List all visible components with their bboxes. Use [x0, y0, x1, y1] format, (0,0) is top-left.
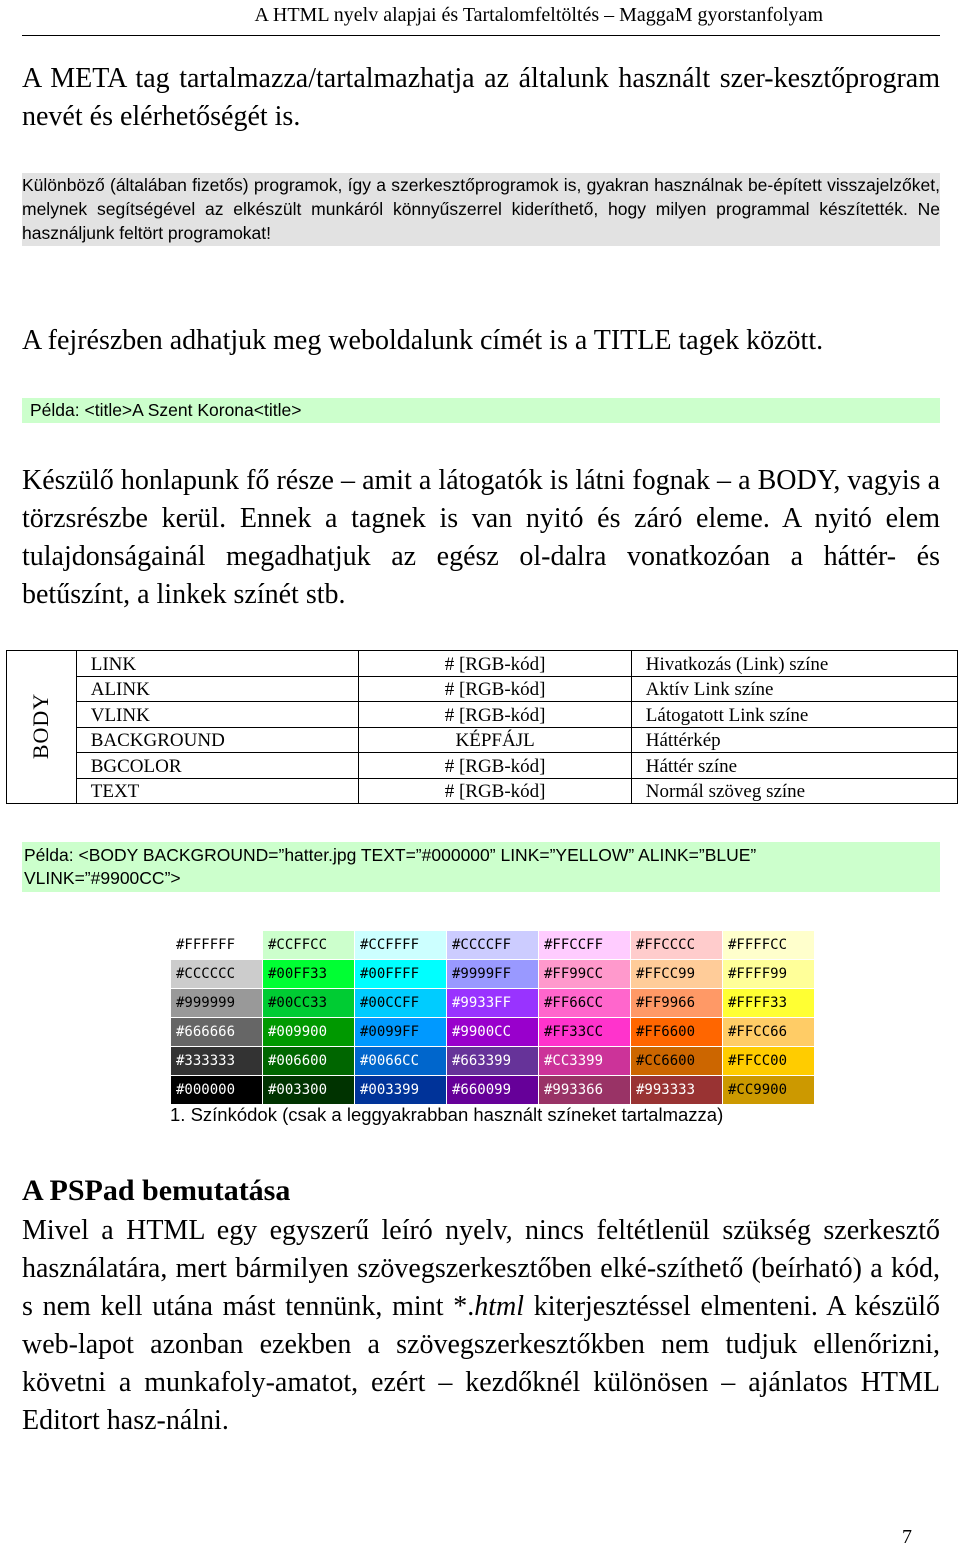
attr-value: # [RGB-kód]	[359, 753, 631, 779]
attr-description: Hivatkozás (Link) színe	[631, 651, 957, 677]
attr-description: Látogatott Link színe	[631, 702, 957, 728]
attr-name: ALINK	[76, 676, 359, 702]
color-swatch: #993366	[539, 1076, 631, 1105]
color-palette-table	[170, 930, 815, 1105]
title-example-text: Példa: <title>A Szent Korona<title>	[30, 400, 302, 420]
color-swatch: #333333	[171, 1047, 263, 1076]
title-paragraph: A fejrészben adhatjuk meg weboldalunk címét is a TITLE tagek között.	[22, 325, 824, 356]
color-swatch: #CCFFCC	[263, 931, 355, 960]
color-swatch: #CCCCCC	[171, 960, 263, 989]
color-swatch: #660099	[447, 1076, 539, 1105]
color-swatch: #0099FF	[355, 1018, 447, 1047]
body-example-line1: Példa: <BODY BACKGROUND=”hatter.jpg TEXT=”#000000” LINK=”YELLOW” ALINK=”BLUE”	[24, 845, 757, 865]
palette-row	[171, 989, 815, 1018]
color-swatch: #9999FF	[447, 960, 539, 989]
pspad-text-1: Mivel a HTML egy egyszerű leíró nyelv, nincs feltétlenül szükség szerkesztő használatára, mert bármilyen szövegszerkesztőben elké-szíthető (beírható) a kód, s nem kell utána mást tennünk, mint *.	[22, 1215, 940, 1322]
color-swatch: #00FF33	[263, 960, 355, 989]
color-swatch: #993333	[631, 1076, 723, 1105]
color-swatch: #FFFF99	[723, 960, 815, 989]
attr-value: # [RGB-kód]	[359, 778, 631, 804]
attr-description: Normál szöveg színe	[631, 778, 957, 804]
color-swatch: #CC9900	[723, 1076, 815, 1105]
attr-name: BGCOLOR	[76, 753, 359, 779]
color-swatch: #FF6600	[631, 1018, 723, 1047]
color-swatch: #FF99CC	[539, 960, 631, 989]
pspad-paragraph	[22, 1212, 940, 1440]
attr-name: BACKGROUND	[76, 727, 359, 753]
color-swatch: #FF66CC	[539, 989, 631, 1018]
color-swatch: #FFFF33	[723, 989, 815, 1018]
color-swatch: #00CCFF	[355, 989, 447, 1018]
color-swatch: #FF33CC	[539, 1018, 631, 1047]
attr-row	[7, 753, 958, 779]
body-example	[22, 842, 940, 892]
color-swatch: #FFCCFF	[539, 931, 631, 960]
attr-value: # [RGB-kód]	[359, 702, 631, 728]
palette-caption: 1. Színkódok (csak a leggyakrabban használt színeket tartalmazza)	[170, 1104, 724, 1125]
attr-name: LINK	[76, 651, 359, 677]
attr-value: # [RGB-kód]	[359, 651, 631, 677]
color-swatch: #FFFFCC	[723, 931, 815, 960]
attr-description: Háttérkép	[631, 727, 957, 753]
body-attribute-table	[6, 650, 958, 804]
attr-row	[7, 702, 958, 728]
body-side-label-cell	[7, 651, 77, 804]
page-number: 7	[902, 1526, 912, 1548]
color-swatch: #003399	[355, 1076, 447, 1105]
color-swatch: #FFCC66	[723, 1018, 815, 1047]
meta-paragraph: A META tag tartalmazza/tartalmazhatja az általunk használt szer-kesztőprogram nevét és elérhetőségét is.	[22, 63, 940, 132]
pspad-text-2: kiterjesztéssel elmenteni. A készülő web-lapot azonban ezekben a szövegszerkesztőkben nem tudjuk ellenőrizni, követni a munkafoly-amatot, ezért – kezdőknél különösen – ajánlatos HTML Editort hasz-nálni.	[22, 1291, 940, 1436]
attr-row	[7, 676, 958, 702]
title-example	[22, 398, 940, 423]
color-swatch: #009900	[263, 1018, 355, 1047]
color-swatch: #666666	[171, 1018, 263, 1047]
attr-row	[7, 778, 958, 804]
color-swatch: #CCCCFF	[447, 931, 539, 960]
note-box	[22, 173, 940, 246]
color-swatch: #00CC33	[263, 989, 355, 1018]
body-paragraph: Készülő honlapunk fő része – amit a látogatók is látni fognak – a BODY, vagyis a törzsrészbe kerül. Ennek a tagnek is van nyitó és záró eleme. A nyitó elem tulajdonságainál megadhatjuk az egész ol-dalra vonatkozóan a háttér- és betűszínt, a linkek színét stb.	[22, 465, 940, 610]
color-swatch: #006600	[263, 1047, 355, 1076]
pspad-heading: A PSPad bemutatása	[22, 1174, 291, 1207]
note-text: Különböző (általában fizetős) programok, így a szerkesztőprogramok is, gyakran használnak be-épített visszajelzőket, melynek segítségével az elkészült munkáról könnyűszerrel kideríthető, hogy milyen programmal készítették. Ne használjunk feltört programokat!	[22, 175, 940, 243]
color-swatch: #FFCC99	[631, 960, 723, 989]
color-swatch: #CC6600	[631, 1047, 723, 1076]
palette-row	[171, 1018, 815, 1047]
attr-description: Aktív Link színe	[631, 676, 957, 702]
color-swatch: #003300	[263, 1076, 355, 1105]
attr-value: # [RGB-kód]	[359, 676, 631, 702]
attr-description: Háttér színe	[631, 753, 957, 779]
palette-row	[171, 931, 815, 960]
attr-value: KÉPFÁJL	[359, 727, 631, 753]
color-swatch: #663399	[447, 1047, 539, 1076]
body-example-line2: VLINK=”#9900CC”>	[24, 868, 181, 888]
color-swatch: #FF9966	[631, 989, 723, 1018]
color-swatch: #FFFFFF	[171, 931, 263, 960]
color-swatch: #00FFFF	[355, 960, 447, 989]
palette-row	[171, 1076, 815, 1105]
color-swatch: #CC3399	[539, 1047, 631, 1076]
attr-name: VLINK	[76, 702, 359, 728]
pspad-text-italic: html	[474, 1291, 524, 1322]
color-swatch: #CCFFFF	[355, 931, 447, 960]
color-swatch: #FFCCCC	[631, 931, 723, 960]
color-swatch: #9900CC	[447, 1018, 539, 1047]
color-swatch: #999999	[171, 989, 263, 1018]
attr-row	[7, 651, 958, 677]
color-swatch: #000000	[171, 1076, 263, 1105]
body-side-label: BODY	[28, 692, 54, 760]
color-swatch: #0066CC	[355, 1047, 447, 1076]
palette-row	[171, 960, 815, 989]
running-header	[22, 0, 940, 36]
color-swatch: #9933FF	[447, 989, 539, 1018]
attr-row	[7, 727, 958, 753]
header-title: A HTML nyelv alapjai és Tartalomfeltöltés – MaggaM gyorstanfolyam	[254, 4, 823, 26]
palette-row	[171, 1047, 815, 1076]
color-swatch: #FFCC00	[723, 1047, 815, 1076]
attr-name: TEXT	[76, 778, 359, 804]
